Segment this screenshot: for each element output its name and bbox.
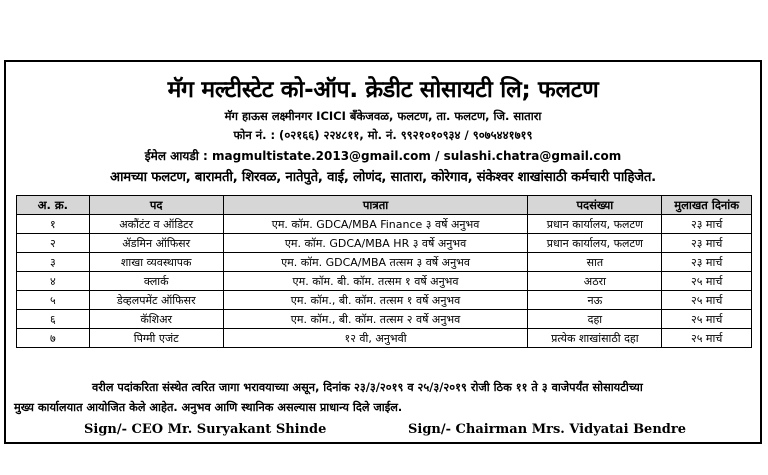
cell-qualification: एम. कॉम. बी. कॉम. तत्सम १ वर्षे अनुभव	[223, 272, 528, 291]
email-line: ईमेल आयडी : magmultistate.2013@gmail.com / sulashi.chatra@gmail.com	[144, 149, 622, 163]
cell-serial: ३	[17, 253, 90, 272]
header-interview-date: मुलाखत दिनांक	[662, 196, 752, 215]
cell-post: पिग्मी एजंट	[89, 329, 223, 348]
cell-interview-date: २५ मार्च	[662, 291, 752, 310]
cell-post: क्लार्क	[89, 272, 223, 291]
vacancy-table	[16, 195, 752, 348]
table-row	[17, 272, 752, 291]
cell-qualification: एम. कॉम. GDCA/MBA Finance ३ वर्षे अनुभव	[223, 215, 528, 234]
cell-vacancies: सात	[528, 253, 662, 272]
cell-vacancies: प्रधान कार्यालय, फलटण	[528, 234, 662, 253]
cell-vacancies: प्रत्येक शाखांसाठी दहा	[528, 329, 662, 348]
table-row	[17, 291, 752, 310]
table-row	[17, 310, 752, 329]
cell-post: ॲडमिन ऑफिसर	[89, 234, 223, 253]
cell-vacancies: दहा	[528, 310, 662, 329]
cell-post: डेव्हलपमेंट ऑफिसर	[89, 291, 223, 310]
header-serial: अ. क्र.	[17, 196, 90, 215]
cell-vacancies: अठरा	[528, 272, 662, 291]
notice-frame	[4, 60, 762, 444]
cell-serial: ६	[17, 310, 90, 329]
cell-qualification: एम. कॉम., बी. कॉम. तत्सम १ वर्षे अनुभव	[223, 291, 528, 310]
table-header-row	[17, 196, 752, 215]
cell-interview-date: २५ मार्च	[662, 329, 752, 348]
cell-post: कॅशिअर	[89, 310, 223, 329]
notice-paragraph	[14, 378, 754, 418]
table-row	[17, 234, 752, 253]
table-row	[17, 329, 752, 348]
header-post: पद	[89, 196, 223, 215]
header-vacancies: पदसंख्या	[528, 196, 662, 215]
cell-post: अकौंटंट व ऑडिटर	[89, 215, 223, 234]
cell-interview-date: २३ मार्च	[662, 215, 752, 234]
cell-qualification: एम. कॉम., बी. कॉम. तत्सम २ वर्षे अनुभव	[223, 310, 528, 329]
header-qualification: पात्रता	[223, 196, 528, 215]
table-row	[17, 215, 752, 234]
chairman-signature: Sign/- Chairman Mrs. Vidyatai Bendre	[408, 422, 686, 437]
cell-serial: १	[17, 215, 90, 234]
cell-qualification: एम. कॉम. GDCA/MBA तत्सम ३ वर्षे अनुभव	[223, 253, 528, 272]
cell-vacancies: प्रधान कार्यालय, फलटण	[528, 215, 662, 234]
cell-qualification: १२ वी, अनुभवी	[223, 329, 528, 348]
cell-qualification: एम. कॉम. GDCA/MBA HR ३ वर्षे अनुभव	[223, 234, 528, 253]
cell-serial: २	[17, 234, 90, 253]
address-line: मॅग हाऊस लक्ष्मीनगर ICICI बँकेजवळ, फलटण, ता. फलटण, जि. सातारा	[224, 109, 542, 123]
cell-serial: ५	[17, 291, 90, 310]
phone-line: फोन नं. : (०२१६६) २२४८११, मो. नं. ९९२१०१०९३४ / ९०७५४४१७१९	[233, 128, 533, 142]
cell-vacancies: नऊ	[528, 291, 662, 310]
cell-interview-date: २५ मार्च	[662, 272, 752, 291]
cell-post: शाखा व्यवस्थापक	[89, 253, 223, 272]
paragraph-line-1: वरील पदांकरिता संस्थेत त्वरित जागा भरावयाच्या असून, दिनांक २३/३/२०१९ व २५/३/२०१९ रोजी ठिक ११ ते ३ वाजेपर्यंत सोसायटीच्या	[92, 381, 643, 394]
cell-interview-date: २३ मार्च	[662, 234, 752, 253]
cell-interview-date: २५ मार्च	[662, 310, 752, 329]
ceo-signature: Sign/- CEO Mr. Suryakant Shinde	[84, 422, 327, 437]
notice-title: मॅग मल्टीस्टेट को-ऑप. क्रेडीट सोसायटी लि; फलटण	[167, 77, 599, 103]
paragraph-line-2: मुख्य कार्यालयात आयोजित केले आहेत. अनुभव आणि स्थानिक असल्यास प्राधान्य दिले जाईल.	[14, 401, 403, 414]
cell-serial: ७	[17, 329, 90, 348]
cell-serial: ४	[17, 272, 90, 291]
cell-interview-date: २३ मार्च	[662, 253, 752, 272]
hiring-statement: आमच्या फलटण, बारामती, शिरवळ, नातेपुते, वाई, लोणंद, सातारा, कोरेगाव, संकेश्वर शाखांसाठी कर्मचारी पाहिजेत.	[110, 170, 656, 185]
table-row	[17, 253, 752, 272]
